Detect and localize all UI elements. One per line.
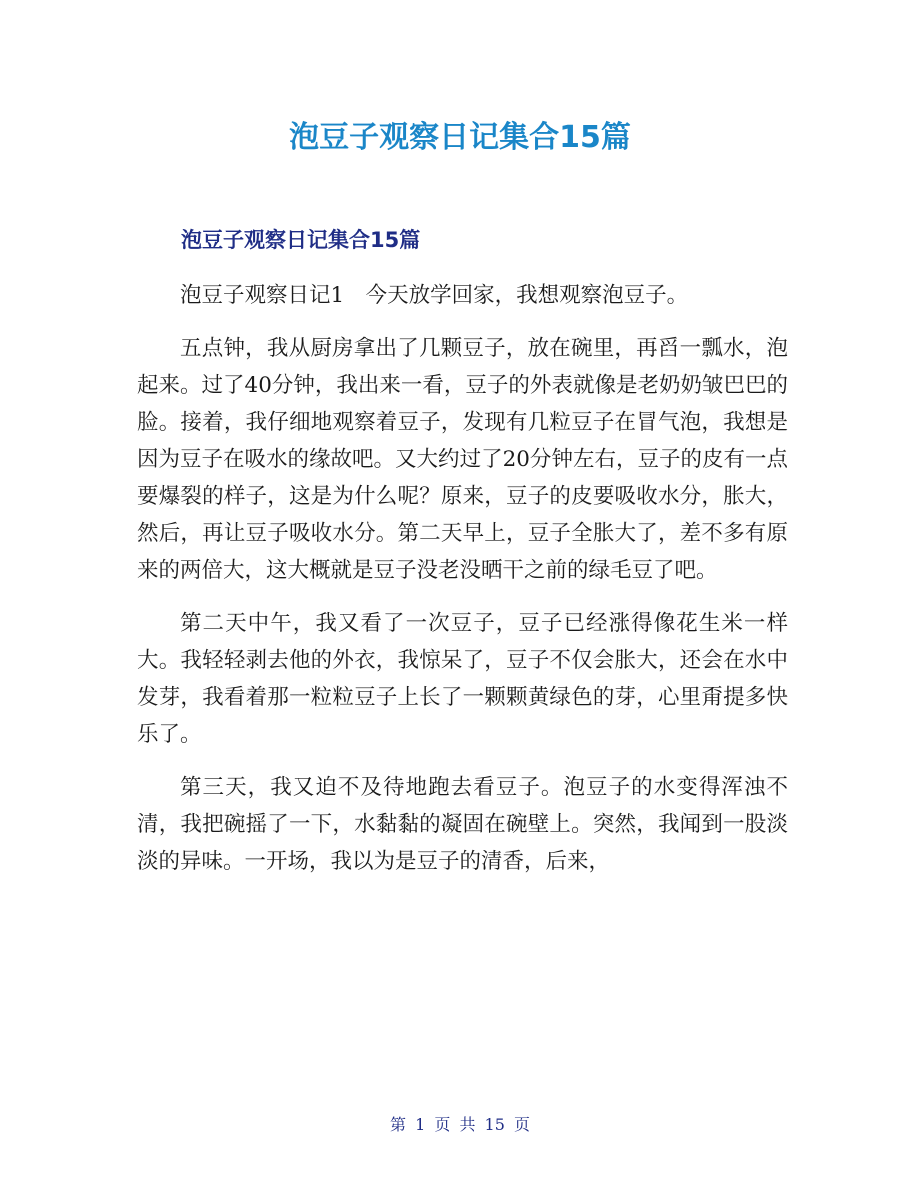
document-title: 泡豆子观察日记集合15篇 xyxy=(289,120,631,155)
paragraph: 五点钟，我从厨房拿出了几颗豆子，放在碗里，再舀一瓢水，泡起来。过了40分钟，我出来一看，豆子的外表就像是老奶奶皱巴巴的脸。接着，我仔细地观察着豆子，发现有几粒豆子在冒气泡，我想是因为豆子在吸水的缘故吧。又大约过了20分钟左右，豆子的皮有一点要爆裂的样子，这是为什么呢？原来，豆子的皮要吸收水分，胀大，然后，再让豆子吸收水分。第二天早上，豆子全胀大了，差不多有原来的两倍大，这大概就是豆子没老没晒干之前的绿毛豆了吧。 xyxy=(137,336,788,583)
paragraph: 第二天中午，我又看了一次豆子，豆子已经涨得像花生米一样大。我轻轻剥去他的外衣，我惊呆了，豆子不仅会胀大，还会在水中发芽，我看着那一粒粒豆子上长了一颗颗黄绿色的芽，心里甭提多快乐了。 xyxy=(137,611,788,747)
page-number-footer: 第 1 页 共 15 页 xyxy=(390,1115,530,1134)
paragraph: 第三天，我又迫不及待地跑去看豆子。泡豆子的水变得浑浊不清，我把碗摇了一下，水黏黏的凝固在碗壁上。突然，我闻到一股淡淡的异味。一开场，我以为是豆子的清香，后来， xyxy=(137,775,788,874)
section-heading: 泡豆子观察日记集合15篇 xyxy=(181,228,421,252)
document-body xyxy=(137,277,788,896)
paragraph: 泡豆子观察日记1 今天放学回家，我想观察泡豆子。 xyxy=(180,283,689,308)
